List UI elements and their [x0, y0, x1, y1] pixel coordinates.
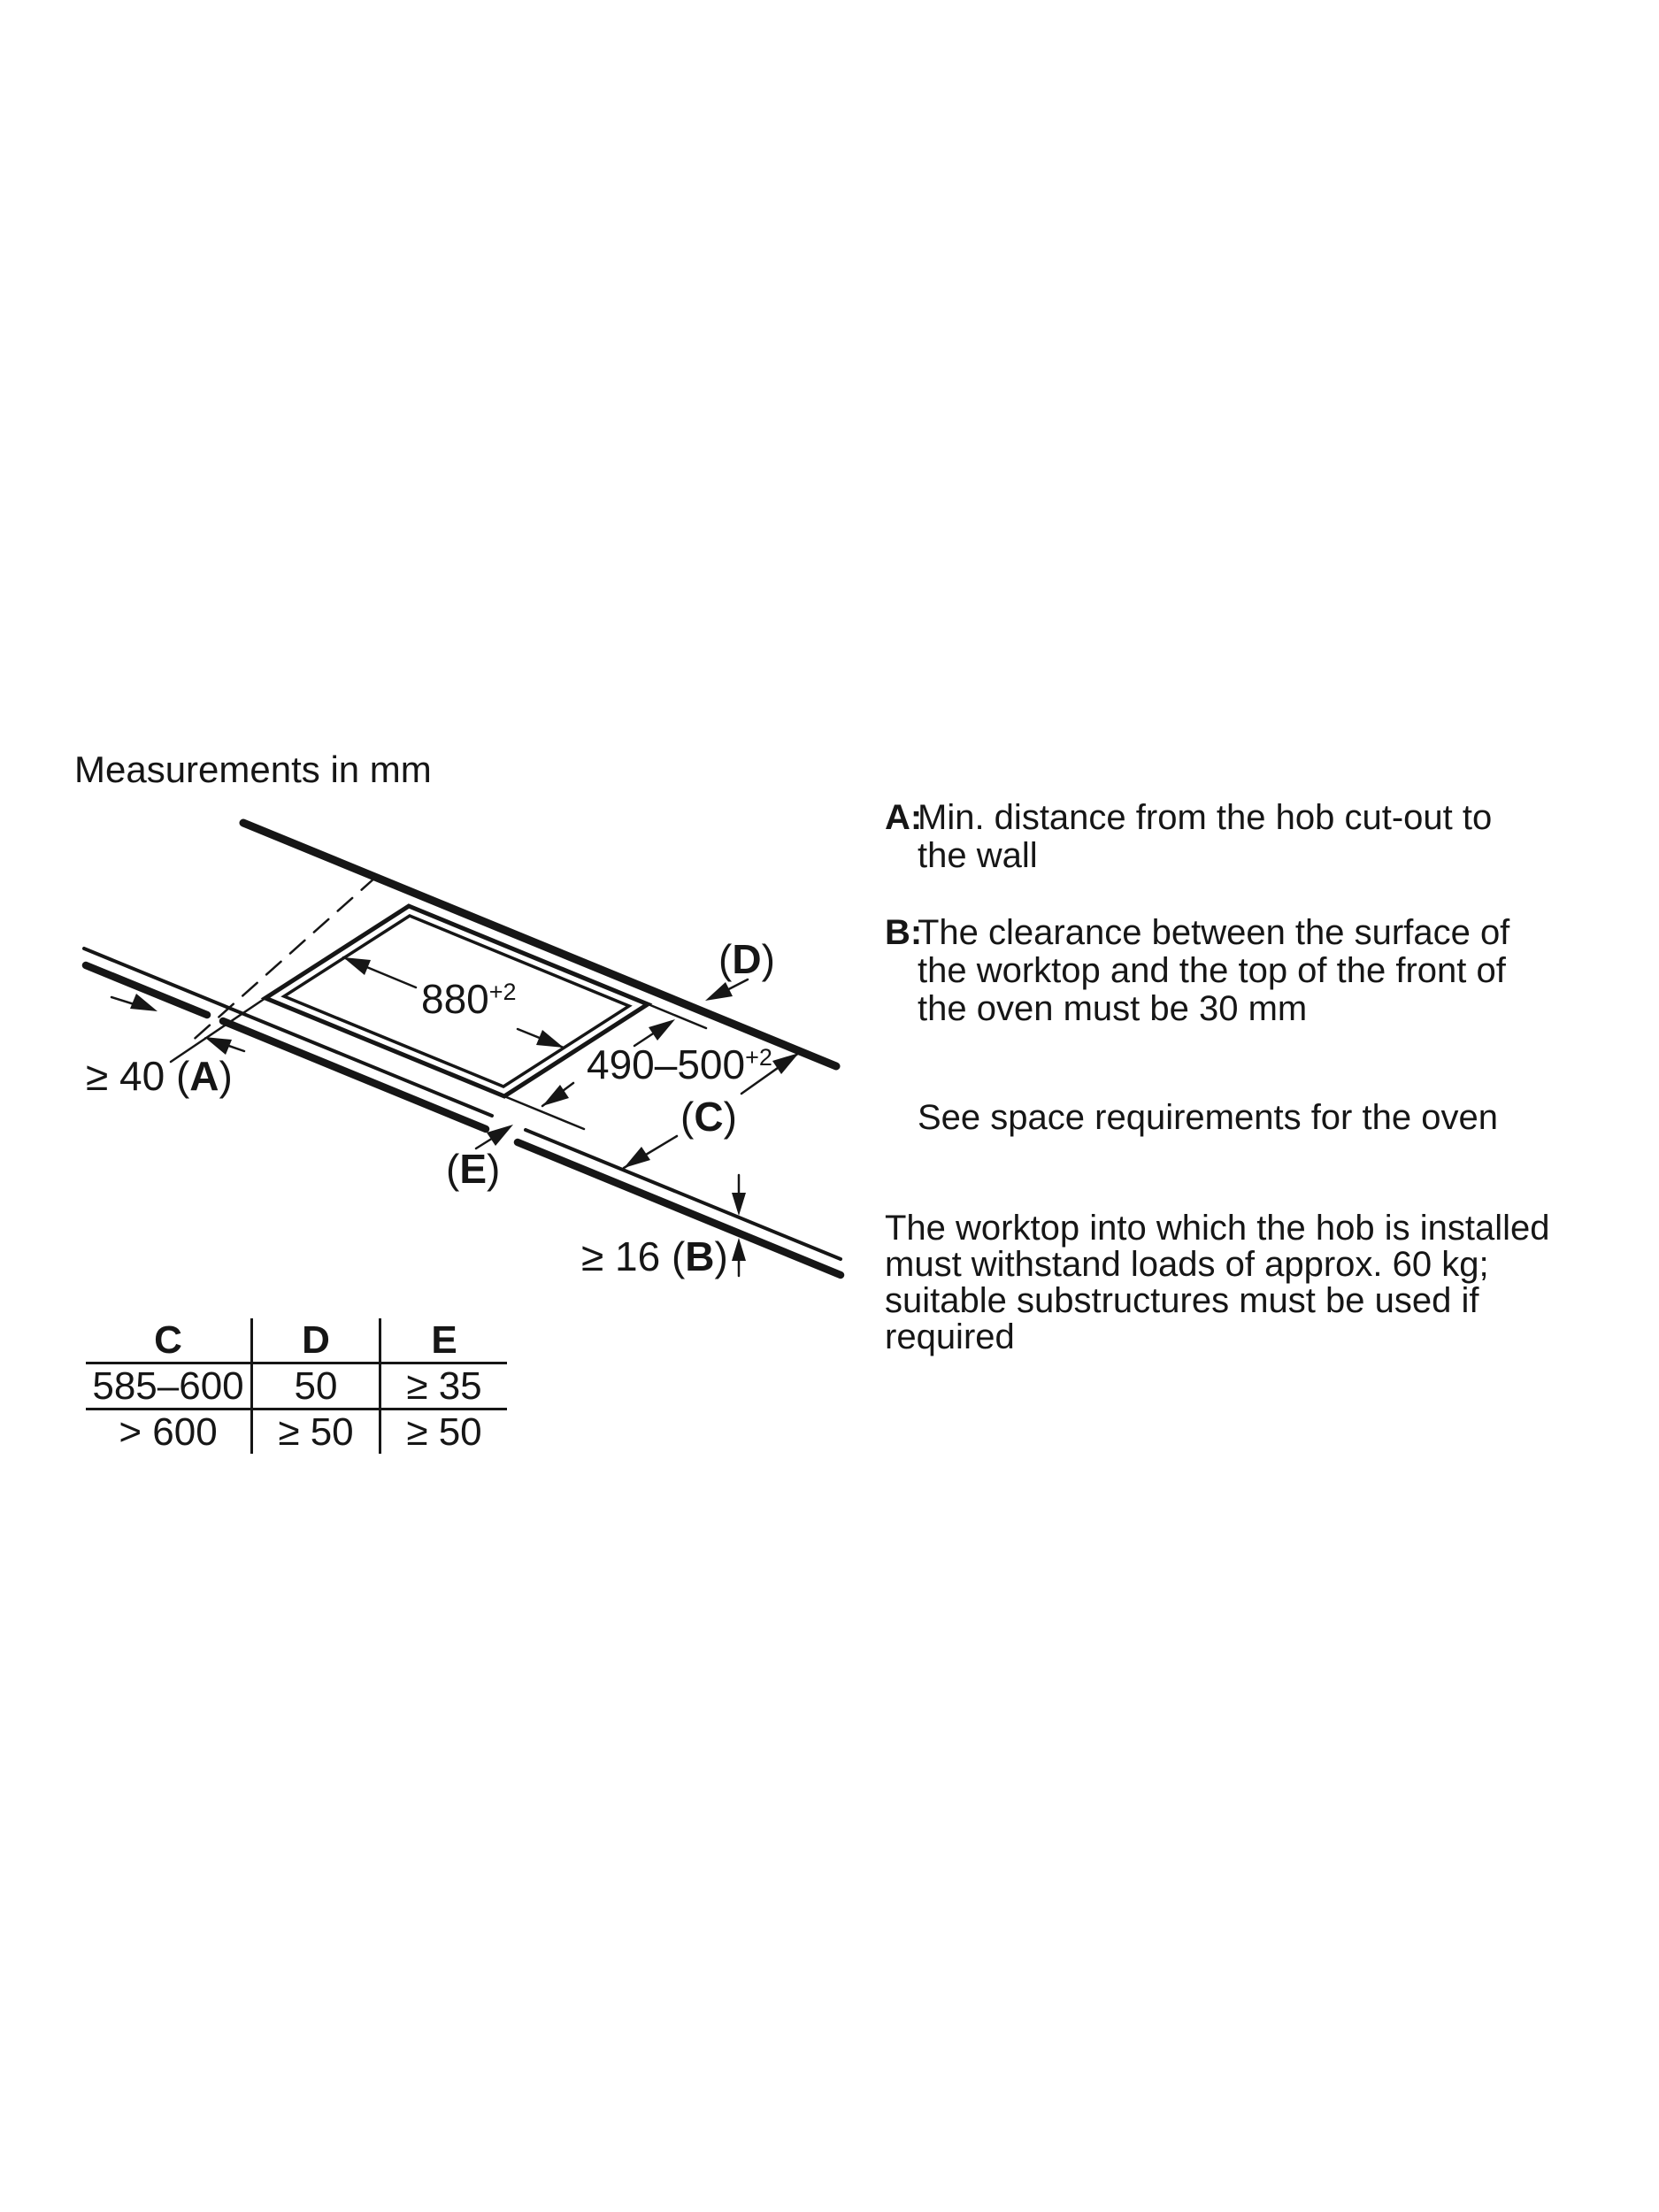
table-cell: ≥ 50 [379, 1408, 507, 1454]
table-cell: ≥ 50 [250, 1408, 379, 1454]
table-cell: ≥ 35 [379, 1362, 507, 1408]
page-title: Measurements in mm [74, 749, 432, 790]
tolerance-superscript: +2 [745, 1044, 772, 1071]
cutout-depth-dimension: $490-500^{+2}$ [587, 1041, 772, 1087]
table-cell: 50 [250, 1362, 379, 1408]
note-b: B:The clearance between the surface of the worktop and the top of the front of the oven must be 30 mm [885, 913, 1510, 1028]
note-see-space-requirements: See space requirements for the oven [918, 1098, 1498, 1137]
worktop-thickness-dimension-b: ≥ 16 (B) [581, 1233, 728, 1279]
dimension-table [86, 1318, 507, 1454]
table-header-e: E [379, 1318, 507, 1362]
note-worktop-load: The worktop into which the hob is installed must withstand loads of approx. 60 kg; suitable substructures must be used if required [885, 1209, 1550, 1356]
label-e: (E) [446, 1146, 501, 1192]
label-d: (D) [718, 936, 775, 982]
table-cell: > 600 [86, 1408, 250, 1454]
table-cell: 585–600 [86, 1362, 250, 1408]
label-c: (C) [680, 1094, 737, 1140]
table-header-d: D [250, 1318, 379, 1362]
note-a: A:Min. distance from the hob cut-out to the wall [885, 798, 1493, 875]
wall-distance-dimension-a: ≥ 40 (A) [86, 1053, 233, 1099]
cutout-width-dimension: $880^{+2}$ [421, 976, 517, 1022]
note-b-label: B: [885, 913, 923, 952]
note-a-label: A: [885, 798, 923, 837]
tolerance-superscript: +2 [488, 979, 517, 1005]
table-header-c: C [154, 1317, 182, 1362]
